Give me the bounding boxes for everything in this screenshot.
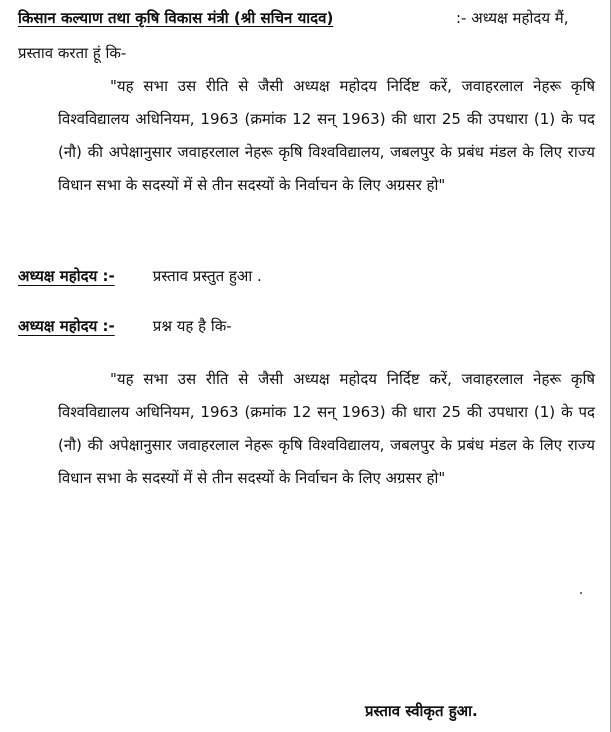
speaker-name: किसान कल्याण तथा कृषि विकास मंत्री (श्री सचिन यादव) [18,9,334,27]
chair-text: प्रश्न यह है कि- [152,317,232,335]
closing-statement: प्रस्ताव स्वीकृत हुआ. [365,702,478,720]
resolution-paragraph-2: "यह सभा उस रीति से जैसी अध्यक्ष महोदय निर्दिष्ट करें, जवाहरलाल नेहरू कृषि विश्वविद्यालय अधिनियम, 1963 (क्रमांक 12 सन् 1963) की धारा 25 की उपधारा (1) के पद (नौ) की अपेक्षानुसार जवाहरलाल नेहरू कृषि विश्वविद्यालय, जबलपुर के प्रबंध मंडल के लिए राज्य विधान सभा के सदस्यों में से तीन सदस्यों के निर्वाचन के लिए अग्रसर हो" [58,370,595,487]
speaker-text: :- अध्यक्ष महोदय मैं, [456,9,569,27]
speaker-line [18,4,603,32]
chair-label: अध्यक्ष महोदय :- [18,267,115,285]
intro-line: प्रस्ताव करता हूं कि- [18,44,127,62]
chair-remark-1 [18,263,262,289]
scan-speck [580,592,582,594]
chair-label: अध्यक्ष महोदय :- [18,317,115,335]
chair-remark-2 [18,313,232,339]
resolution-paragraph-1: "यह सभा उस रीति से जैसी अध्यक्ष महोदय निर्दिष्ट करें, जवाहरलाल नेहरू कृषि विश्वविद्यालय अधिनियम, 1963 (क्रमांक 12 सन् 1963) की धारा 25 की उपधारा (1) के पद (नौ) की अपेक्षानुसार जवाहरलाल नेहरू कृषि विश्वविद्यालय, जबलपुर के प्रबंध मंडल के लिए राज्य विधान सभा के सदस्यों में से तीन सदस्यों के निर्वाचन के लिए अग्रसर हो" [58,77,595,194]
chair-text: प्रस्ताव प्रस्तुत हुआ . [152,267,262,285]
